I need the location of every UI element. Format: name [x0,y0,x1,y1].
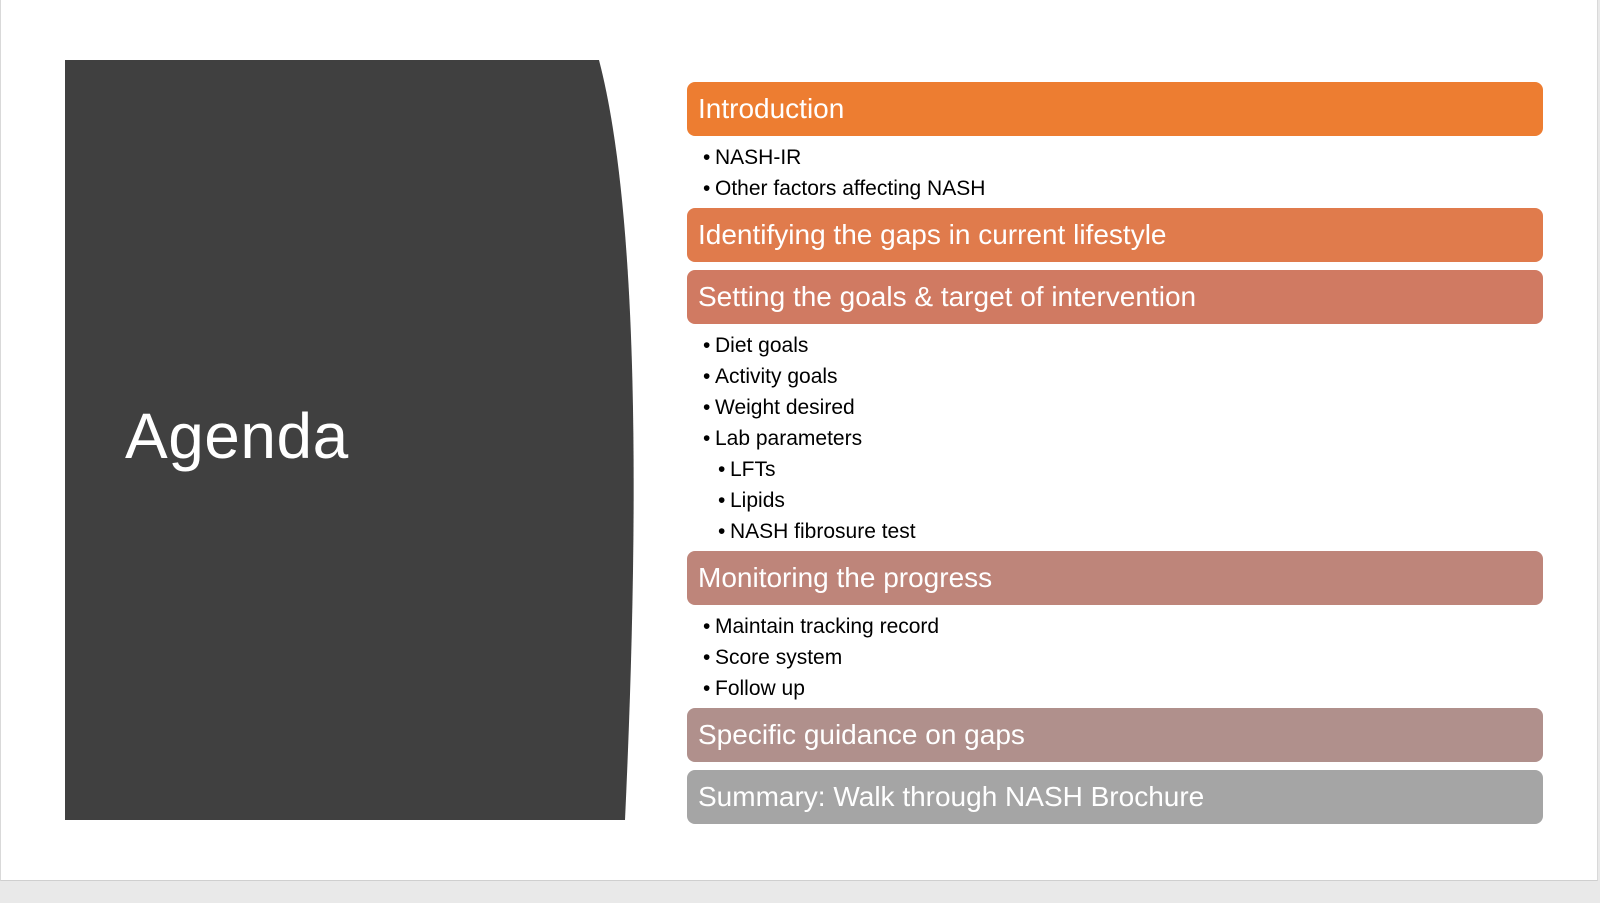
agenda-bullet-item [687,642,1543,673]
agenda-bullet-item [687,330,1543,361]
bullet-icon: • [703,334,711,357]
agenda-section-header: Summary: Walk through NASH Brochure [687,770,1543,824]
section-spacer [687,824,1543,832]
agenda-bullet-item [687,611,1543,642]
agenda-list [687,82,1543,832]
agenda-bullet-item [687,516,1543,547]
agenda-bullet-text: NASH fibrosure test [730,520,916,543]
agenda-bullet-item [687,173,1543,204]
agenda-bullet-text: NASH-IR [715,146,802,169]
bullet-icon: • [703,677,711,700]
agenda-bullet-text: Lab parameters [715,427,863,450]
agenda-section-header: Monitoring the progress [687,551,1543,605]
bullet-icon: • [703,365,711,388]
section-spacer [687,762,1543,770]
bullet-icon: • [703,396,711,419]
agenda-section-header: Identifying the gaps in current lifestyle [687,208,1543,262]
slide-title: Agenda [125,400,349,472]
agenda-bullet-item [687,423,1543,454]
agenda-bullet-list [687,324,1543,551]
agenda-section-header: Introduction [687,82,1543,136]
agenda-bullet-text: LFTs [730,458,776,481]
bullet-icon: • [718,489,726,512]
agenda-bullet-item [687,454,1543,485]
bullet-icon: • [703,615,711,638]
agenda-bullet-text: Diet goals [715,334,809,357]
agenda-section-header: Specific guidance on gaps [687,708,1543,762]
agenda-bullet-text: Other factors affecting NASH [715,177,986,200]
agenda-bullet-item [687,673,1543,704]
agenda-bullet-item [687,392,1543,423]
agenda-section-header: Setting the goals & target of intervention [687,270,1543,324]
bullet-icon: • [718,520,726,543]
agenda-bullet-list [687,605,1543,708]
agenda-bullet-text: Activity goals [715,365,838,388]
agenda-bullet-item [687,485,1543,516]
agenda-bullet-item [687,142,1543,173]
agenda-bullet-text: Lipids [730,489,785,512]
agenda-bullet-text: Maintain tracking record [715,615,940,638]
bullet-icon: • [703,146,711,169]
title-panel [65,60,665,820]
bullet-icon: • [703,646,711,669]
bullet-icon: • [703,427,711,450]
agenda-bullet-list [687,136,1543,208]
agenda-bullet-item [687,361,1543,392]
bullet-icon: • [718,458,726,481]
agenda-bullet-text: Score system [715,646,843,669]
agenda-bullet-text: Follow up [715,677,805,700]
section-spacer [687,262,1543,270]
agenda-bullet-text: Weight desired [715,396,855,419]
bullet-icon: • [703,177,711,200]
